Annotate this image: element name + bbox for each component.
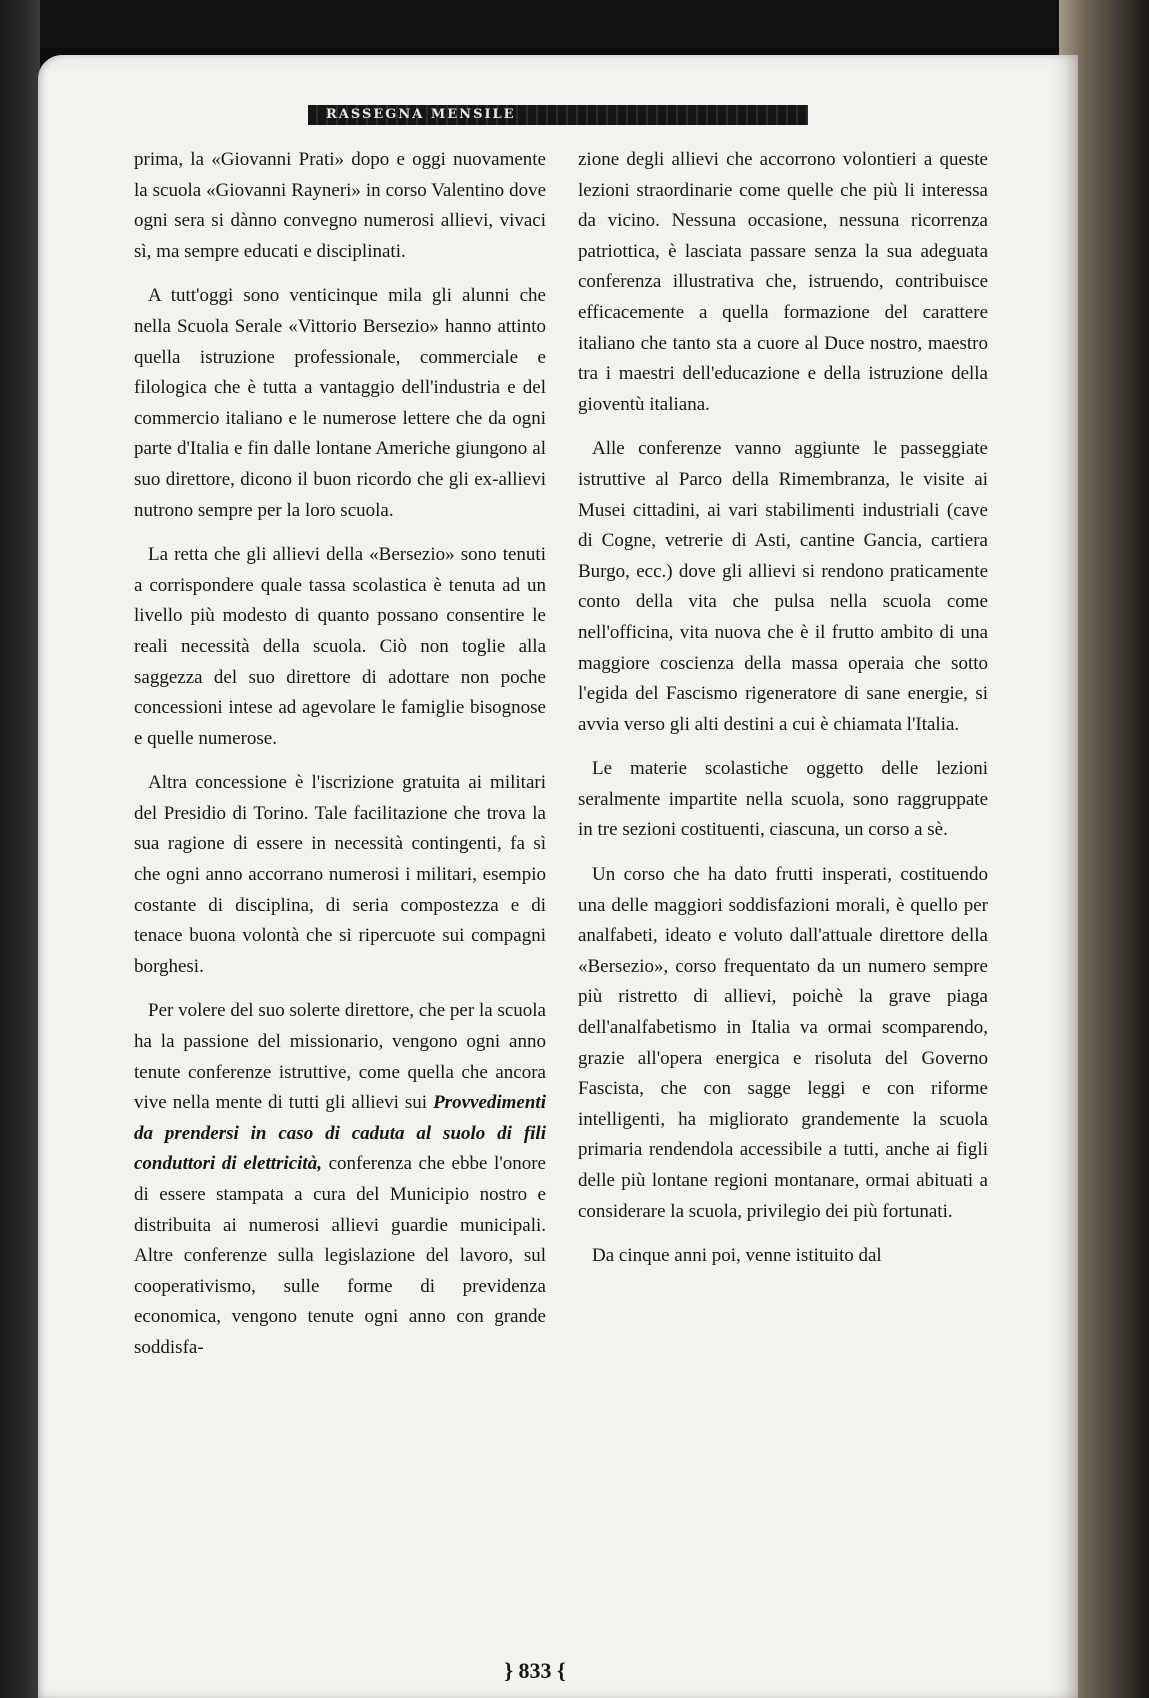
running-header-text: RASSEGNA MENSILE	[326, 107, 516, 122]
page-number: } 833 {	[504, 1658, 566, 1683]
text-column-right	[578, 145, 988, 1286]
paragraph-text: conferenza che ebbe l'onore di essere stampata a cura del Municipio nostro e distribuita ai numerosi allievi guardie municipali. Altre conferenze sulla legislazione del lavoro, sul cooperativismo, sulle forme di previdenza economica, vengono tenute ogni anno con grande soddisfa-	[134, 1153, 546, 1358]
paragraph: Un corso che ha dato frutti insperati, costituendo una delle maggiori soddisfazioni morali, è quello per analfabeti, ideato e voluto dall'attuale direttore della «Bersezio», corso frequentato da un numero sempre più ristretto di allievi, poichè la grave piaga dell'analfabetismo in Italia va ormai scomparendo, grazie all'opera energica e risoluta del Governo Fascista, che con sagge leggi e con riforme intelligenti, ha migliorato grandemente la scuola primaria rendendola accessibile a tutti, anche ai figli delle più lontane regioni montanare, ormai abituati a considerare la scuola, privilegio dei più fortunati.	[578, 864, 988, 1222]
paragraph: La retta che gli allievi della «Bersezio» sono tenuti a corrispondere quale tassa scolastica è tenuta ad un livello più modesto di quanto possano consentire le reali necessità della scuola. Ciò non toglie alla saggezza del suo direttore di adottare non poche concessioni intese ad agevolare le famiglie bisognose e quelle numerose.	[134, 544, 546, 749]
text-column-left	[134, 145, 546, 1378]
paragraph	[134, 996, 546, 1363]
running-header	[308, 105, 808, 125]
paragraph: Alle conferenze vanno aggiunte le passeggiate istruttive al Parco della Rimembranza, le visite ai Musei cittadini, ai vari stabilimenti industriali (cave di Cogne, vetrerie di Asti, cantine Gancia, cartiera Burgo, ecc.) dove gli allievi si rendono praticamente conto della vita che pulsa nella scuola come nell'officina, vita nuova che è il frutto ambito di una maggiore coscienza della massa operaia che sotto l'egida del Fascismo rigeneratore di sane energie, si avvia verso gli alti destini a cui è chiamata l'Italia.	[578, 438, 988, 735]
paragraph: Da cinque anni poi, venne istituito dal	[592, 1245, 882, 1267]
paragraph: zione degli allievi che accorrono volontieri a queste lezioni straordinarie come quelle che più li interessa da vicino. Nessuna occasione, nessuna ricorrenza patriottica, è lasciata passare senza la sua adeguata conferenza illustrativa che, istruendo, contribuisce efficacemente a quella formazione del carattere italiano che tanto sta a cuore al Duce nostro, maestro tra i maestri dell'educazione e della istruzione della gioventù italiana.	[578, 149, 988, 415]
paragraph: Altra concessione è l'iscrizione gratuita ai militari del Presidio di Torino. Tale facilitazione che trova la sua ragione di essere in necessità contingenti, fa sì che ogni anno accorrano numerosi i militari, esempio costante di disciplina, di seria compostezza e di tenace buona volontà che si ripercuote sui compagni borghesi.	[134, 772, 546, 977]
paragraph: prima, la «Giovanni Prati» dopo e oggi nuovamente la scuola «Giovanni Rayneri» in corso Valentino dove ogni sera si dànno convegno numerosi allievi, vivaci sì, ma sempre educati e disciplinati.	[134, 149, 546, 262]
scan-border-top	[0, 0, 1149, 48]
scan-border-left	[0, 0, 40, 1698]
italic-title: Provvedimenti da prendersi in caso di caduta al suolo di fili conduttori di elettricità,	[134, 1092, 546, 1175]
paragraph-text: Per volere del suo solerte direttore, che per la scuola ha la passione del missionario, vengono ogni anno tenute conferenze istruttive, come quella che ancora vive nella mente di tutti gli allievi sui	[134, 1000, 546, 1114]
paragraph: A tutt'oggi sono venticinque mila gli alunni che nella Scuola Serale «Vittorio Bersezio» hanno attinto quella istruzione professionale, commerciale e filologica che è tutta a vantaggio dell'industria e del commercio italiano e le numerose lettere che da ogni parte d'Italia e fin dalle lontane Americhe giungono al suo direttore, dicono il buon ricordo che gli ex-allievi nutrono sempre per la loro scuola.	[134, 285, 546, 521]
paragraph: Le materie scolastiche oggetto delle lezioni seralmente impartite nella scuola, sono raggruppate in tre sezioni costituenti, ciascuna, un corso a sè.	[578, 758, 988, 841]
book-page	[38, 55, 1078, 1698]
